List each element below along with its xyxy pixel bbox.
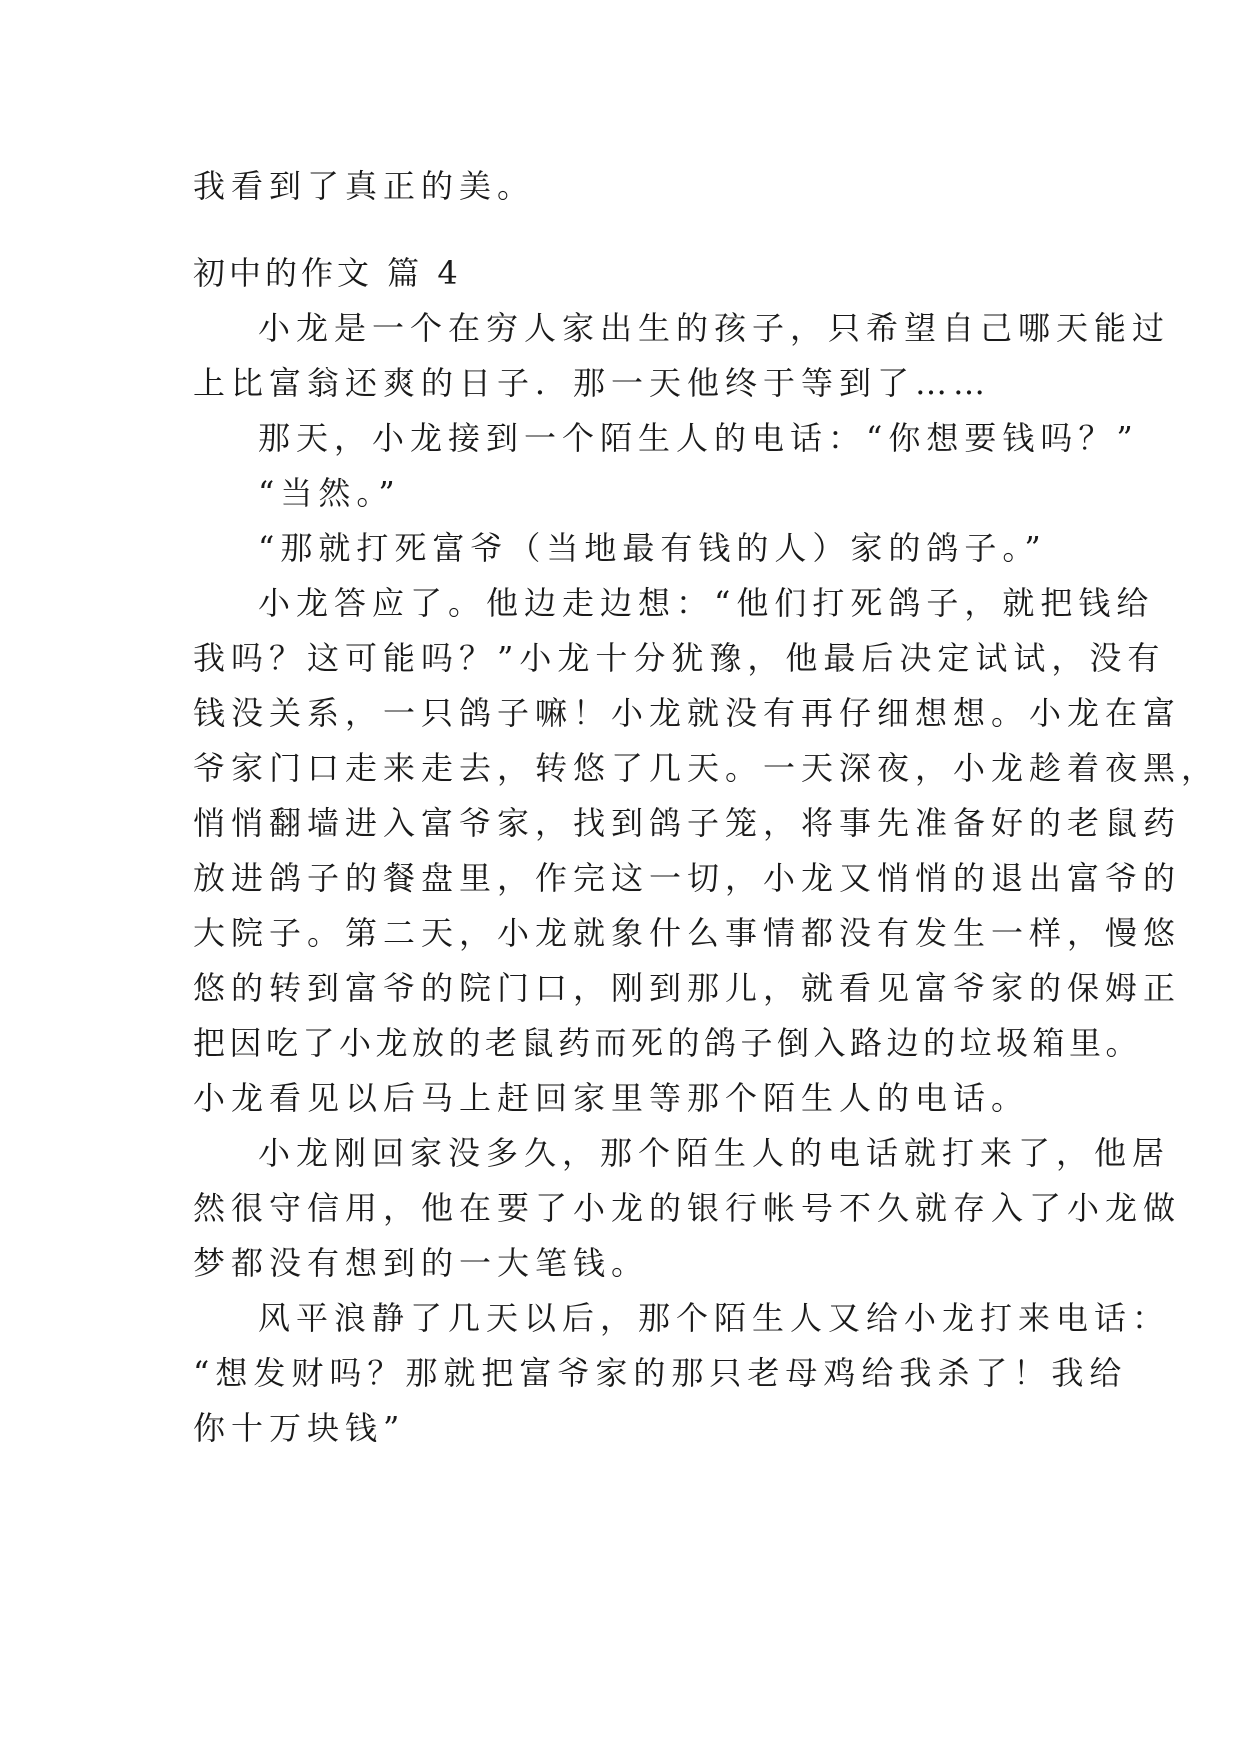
paragraph-line: 小龙看见以后马上赶回家里等那个陌生人的电话。	[193, 1079, 1030, 1117]
paragraph-line: 小龙答应了。他边走边想：“他们打死鸽子，就把钱给	[258, 584, 1155, 622]
paragraph-line: 悄悄翻墙进入富爷家，找到鸽子笼，将事先准备好的老鼠药	[193, 804, 1182, 842]
paragraph-line: 大院子。第二天，小龙就象什么事情都没有发生一样，慢悠	[193, 914, 1182, 952]
paragraph-line: 上比富翁还爽的日子．那一天他终于等到了……	[193, 364, 992, 402]
paragraph-line: 然很守信用，他在要了小龙的银行帐号不久就存入了小龙做	[193, 1189, 1182, 1227]
paragraph-line: 小龙是一个在穷人家出生的孩子，只希望自己哪天能过	[258, 309, 1171, 347]
paragraph-line: 爷家门口走来走去，转悠了几天。一天深夜，小龙趁着夜黑，	[193, 749, 1220, 787]
paragraph-line: 你十万块钱”	[193, 1409, 406, 1447]
paragraph-line: “当然。”	[258, 474, 401, 512]
paragraph-line: “那就打死富爷（当地最有钱的人）家的鸽子。”	[258, 529, 1047, 567]
paragraph-line: 我吗？这可能吗？”小龙十分犹豫，他最后决定试试，没有	[193, 639, 1166, 677]
paragraph-line: 小龙刚回家没多久，那个陌生人的电话就打来了，他居	[258, 1134, 1171, 1172]
paragraph-line: “想发财吗？那就把富爷家的那只老母鸡给我杀了！我给	[193, 1354, 1128, 1392]
paragraph-line: 梦都没有想到的一大笔钱。	[193, 1244, 650, 1282]
paragraph-line: 把因吃了小龙放的老鼠药而死的鸽子倒入路边的垃圾箱里。	[193, 1024, 1143, 1062]
section-heading: 初中的作文 篇 4	[193, 254, 462, 292]
paragraph-line: 悠的转到富爷的院门口，刚到那儿，就看见富爷家的保姆正	[193, 969, 1182, 1007]
paragraph-line: 我看到了真正的美。	[193, 167, 536, 205]
paragraph-line: 风平浪静了几天以后，那个陌生人又给小龙打来电话：	[258, 1299, 1171, 1337]
paragraph-line: 放进鸽子的餐盘里，作完这一切，小龙又悄悄的退出富爷的	[193, 859, 1182, 897]
paragraph-line: 那天，小龙接到一个陌生人的电话：“你想要钱吗？”	[258, 419, 1139, 457]
paragraph-line: 钱没关系，一只鸽子嘛！小龙就没有再仔细想想。小龙在富	[193, 694, 1182, 732]
